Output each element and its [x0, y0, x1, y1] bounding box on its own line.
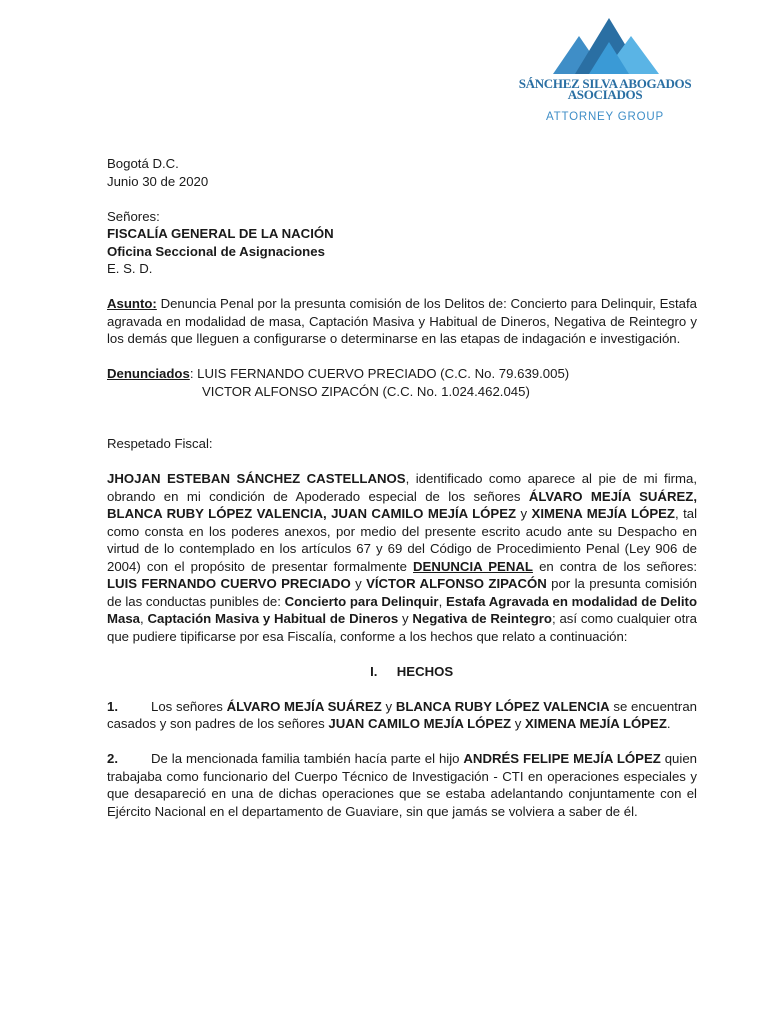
accused-first: : LUIS FERNANDO CUERVO PRECIADO (C.C. No. 79.639.005) [189, 366, 570, 381]
fact-name: ANDRÉS FELIPE MEJÍA LÓPEZ [463, 751, 661, 766]
mountain-logo-icon [545, 14, 665, 78]
intro-text: , [438, 593, 446, 609]
intro-crime-1: Concierto para Delinquir [284, 593, 439, 609]
intro-text: , tal como consta en los poderes anexos, por medio del presente escrito acudo ante su Despacho en virtud de lo contemplado en los artículos 67 y 69 del Código de Procedimiento Penal (Ley 906 de 2004) con el propósito de presentar formalmente [107, 506, 698, 574]
salutation: Señores: [107, 208, 160, 224]
fact-name: JUAN CAMILO MEJÍA LÓPEZ [328, 716, 512, 731]
intro-text: , identificado como aparece al pie de mi firma, obrando en mi condición de Apoderado especial de los señores [107, 471, 697, 504]
fact-name: ÁLVARO MEJÍA SUÁREZ [226, 698, 382, 714]
place: Bogotá D.C. [107, 156, 179, 171]
section-heading [107, 663, 697, 681]
firm-name-line1: SÁNCHEZ SILVA ABOGADOS [518, 76, 692, 91]
accused-label: Denunciados [107, 366, 190, 381]
letter-body [107, 155, 697, 820]
intro-clients: ÁLVARO MEJÍA SUÁREZ, BLANCA RUBY LÓPEZ VALENCIA, JUAN CAMILO MEJÍA LÓPEZ [107, 488, 697, 521]
subject-label: Asunto: [107, 296, 157, 311]
fact-text: De la mencionada familia también hacía parte el hijo [151, 751, 464, 766]
fact-name: BLANCA RUBY LÓPEZ VALENCIA [395, 698, 610, 714]
firm-logo [505, 14, 705, 127]
intro-attorney-name: JHOJAN ESTEBAN SÁNCHEZ CASTELLANOS [107, 471, 406, 486]
intro-client-ximena: XIMENA MEJÍA LÓPEZ [531, 506, 675, 521]
recipient-esd: E. S. D. [107, 261, 153, 276]
fact-text: y [511, 716, 525, 731]
intro-text: y [516, 506, 532, 521]
fact-text: se encuentran casados y son padres de los señores [107, 698, 697, 731]
fact-2 [107, 750, 697, 820]
accused-second: VICTOR ALFONSO ZIPACÓN (C.C. No. 1.024.462.045) [202, 383, 530, 399]
fact-number: 1. [107, 698, 118, 714]
subject-paragraph [107, 295, 697, 348]
fact-text: . [666, 716, 671, 731]
section-number: I. [370, 663, 378, 679]
intro-text: y [350, 576, 367, 591]
recipient-office: Oficina Seccional de Asignaciones [107, 243, 325, 259]
intro-text: por la presunta comisión de las conductas punibles de: [107, 576, 697, 609]
intro-crime-3: Captación Masiva y Habitual de Dineros [147, 611, 399, 626]
subject-text: Denuncia Penal por la presunta comisión de los Delitos de: Concierto para Delinquir, Estafa agravada en modalidad de masa, Captación Masiva y Habitual de Dineros, Negativa de Reintegro y los demás que lleguen a configurarse o determinarse en las etapas de indagación e investigación. [107, 296, 697, 346]
intro-text: y [398, 611, 413, 626]
firm-tagline: ATTORNEY GROUP [546, 111, 664, 123]
firm-name-line2: ASOCIADOS [567, 87, 643, 102]
intro-denuncia: DENUNCIA PENAL [413, 558, 533, 574]
fact-number: 2. [107, 751, 118, 766]
section-title: HECHOS [396, 663, 454, 679]
fact-text: Los señores [151, 698, 227, 714]
intro-text: ; así como cualquier otra que pudiere tipificarse por esa Fiscalía, conforme a los hechos que relato a continuación: [107, 611, 697, 644]
intro-text: en contra de los señores: [532, 558, 697, 574]
intro-accused-2: VÍCTOR ALFONSO ZIPACÓN [366, 576, 547, 591]
accused-line-1 [107, 365, 697, 383]
fact-name: XIMENA MEJÍA LÓPEZ [525, 716, 667, 731]
intro-crime-2: Estafa Agravada en modalidad de Delito Masa [107, 593, 697, 626]
greeting: Respetado Fiscal: [107, 436, 213, 451]
fact-text: y [381, 698, 396, 714]
intro-text: , [140, 611, 148, 626]
fact-1 [107, 698, 697, 733]
recipient-org: FISCALÍA GENERAL DE LA NACIÓN [107, 226, 334, 241]
fact-text: quien trabajaba como funcionario del Cuerpo Técnico de Investigación - CTI en operaciones especiales y que desapareció en una de dichas operaciones que se estaba adelantando conjuntamente con el Ejército Nacional en el departamento de Guaviare, sin que jamás se volviera a saber de él. [107, 751, 697, 819]
date: Junio 30 de 2020 [107, 173, 209, 189]
intro-crime-4: Negativa de Reintegro [412, 611, 552, 626]
intro-paragraph [107, 470, 697, 645]
intro-accused-1: LUIS FERNANDO CUERVO PRECIADO [107, 576, 351, 591]
